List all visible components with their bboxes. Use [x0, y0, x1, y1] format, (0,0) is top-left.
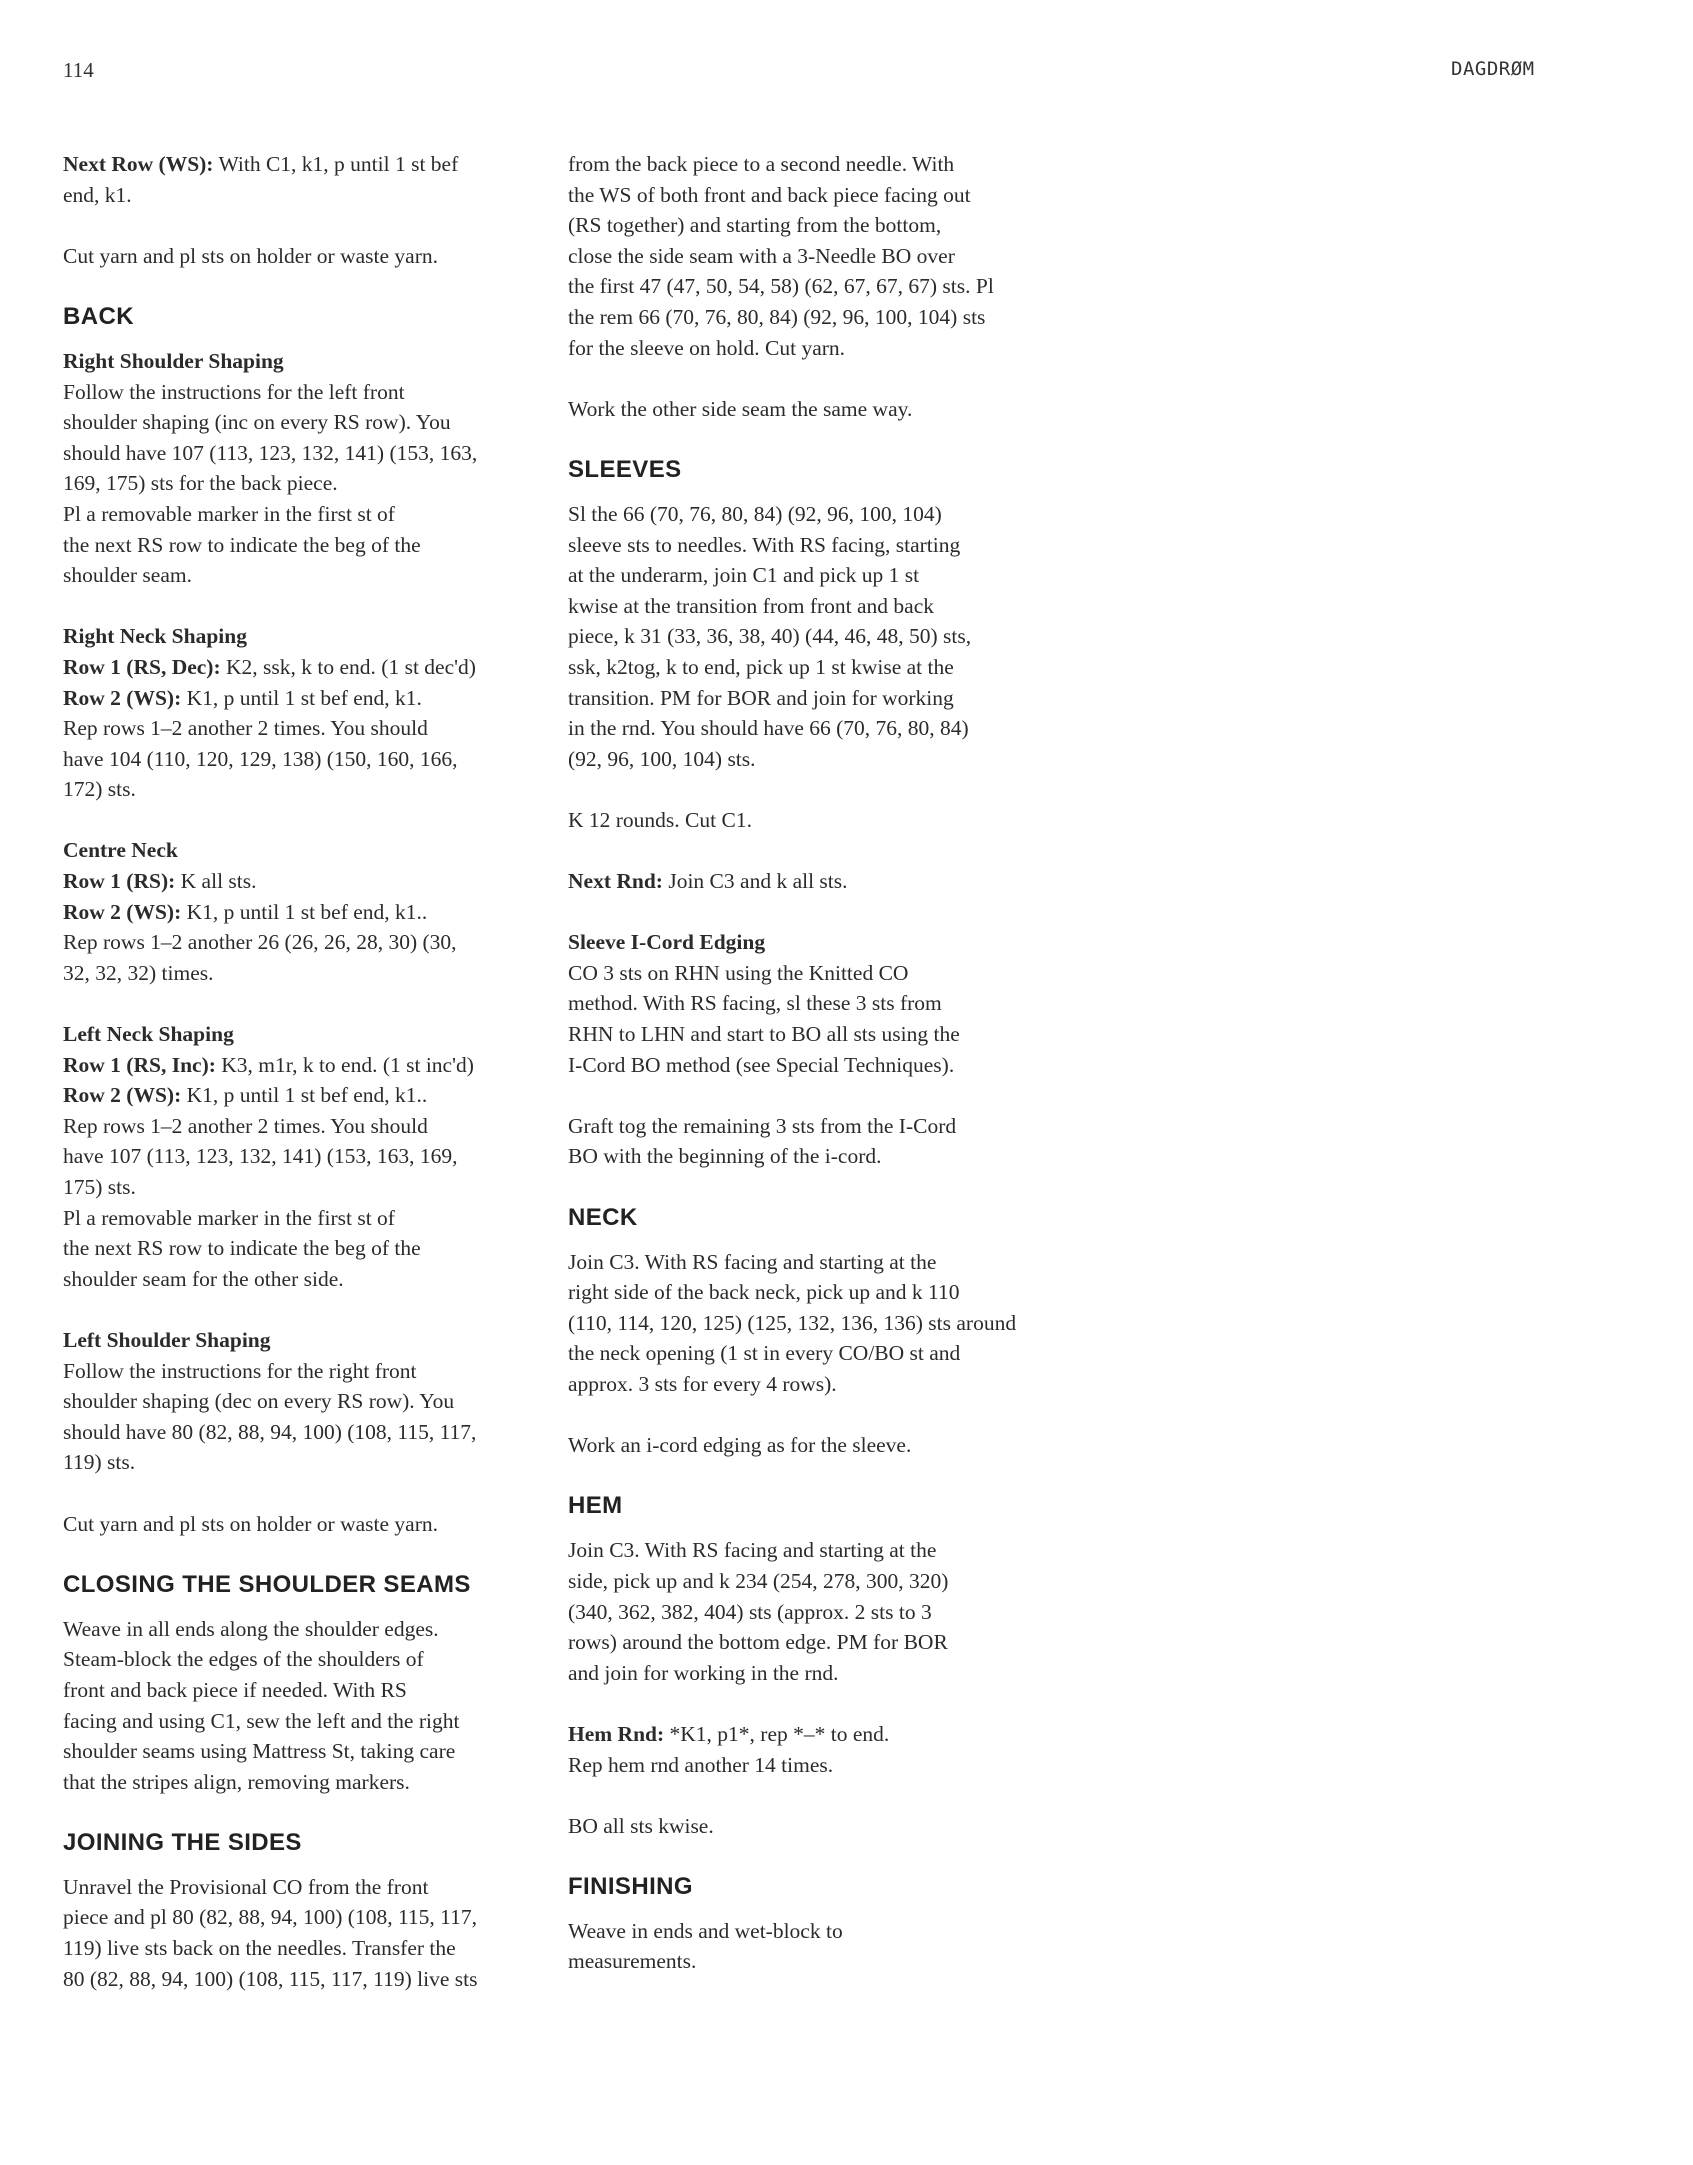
paragraph-line: 119) sts. [63, 1450, 136, 1475]
paragraph-line: Graft tog the remaining 3 sts from the I-Cord [568, 1113, 957, 1138]
paragraph-line: transition. PM for BOR and join for working [568, 685, 954, 710]
finishing-heading: FINISHING [568, 1872, 693, 1900]
next-rnd-label: Next Rnd: [568, 869, 663, 894]
paragraph-line: Rep rows 1–2 another 26 (26, 26, 28, 30) (30, [63, 930, 457, 955]
right-neck-section [63, 621, 533, 805]
paragraph-line: have 107 (113, 123, 132, 141) (153, 163, 169, [63, 1144, 458, 1169]
paragraph-line: from the back piece to a second needle. With [568, 152, 955, 176]
paragraph-line: kwise at the transition from front and back [568, 593, 934, 618]
paragraph-line: shoulder shaping (dec on every RS row). You [63, 1389, 455, 1414]
next-row-label: Next Row (WS): [63, 152, 214, 176]
paragraph-line: the neck opening (1 st in every CO/BO st and [568, 1341, 961, 1366]
joining-sides-continued [568, 149, 1048, 363]
paragraph-line: 175) sts. [63, 1175, 136, 1199]
closing-seams-heading: CLOSING THE SHOULDER SEAMS [63, 1570, 471, 1598]
cut-yarn-paragraph [63, 241, 533, 272]
paragraph-line: approx. 3 sts for every 4 rows). [568, 1371, 837, 1396]
paragraph-line: close the side seam with a 3-Needle BO over [568, 243, 955, 268]
paragraph-line: right side of the back neck, pick up and k 110 [568, 1280, 960, 1305]
paragraph-line: Sl the 66 (70, 76, 80, 84) (92, 96, 100, 104) [568, 501, 942, 526]
paragraph-line: Rep hem rnd another 14 times. [568, 1752, 834, 1777]
paragraph-line: rows) around the bottom edge. PM for BOR [568, 1630, 948, 1655]
paragraph-line: (340, 362, 382, 404) sts (approx. 2 sts to 3 [568, 1599, 932, 1624]
paragraph-line: CO 3 sts on RHN using the Knitted CO [568, 960, 909, 985]
paragraph-line: BO with the beginning of the i-cord. [568, 1144, 882, 1169]
sleeve-icord-section [568, 927, 1048, 1080]
paragraph-line: (92, 96, 100, 104) sts. [568, 746, 756, 771]
hem-heading: HEM [568, 1492, 623, 1520]
row-text: K3, m1r, k to end. (1 st inc'd) [215, 1052, 474, 1077]
paragraph-line: at the underarm, join C1 and pick up 1 st [568, 563, 920, 588]
next-row-text-2: end, k1. [63, 182, 132, 207]
left-neck-section [63, 1019, 533, 1294]
paragraph-line: 80 (82, 88, 94, 100) (108, 115, 117, 119) live sts [63, 1966, 478, 1991]
left-neck-title: Left Neck Shaping [63, 1022, 234, 1047]
running-title: DAGDRØM [1451, 58, 1535, 80]
next-row-paragraph [63, 149, 533, 210]
paragraph-line: for the sleeve on hold. Cut yarn. [568, 335, 846, 360]
paragraph-line: Work the other side seam the same way. [568, 396, 913, 421]
paragraph-line: piece, k 31 (33, 36, 38, 40) (44, 46, 48, 50) sts, [568, 624, 972, 649]
row-label: Row 1 (RS, Inc): [63, 1052, 216, 1077]
paragraph-line: facing and using C1, sew the left and the right [63, 1708, 460, 1733]
paragraph-line: Weave in all ends along the shoulder edges. [63, 1616, 439, 1641]
next-rnd-text: Join C3 and k all sts. [662, 869, 848, 894]
paragraph-line: BO all sts kwise. [568, 1813, 714, 1838]
cut-yarn-text: Cut yarn and pl sts on holder or waste yarn. [63, 1511, 438, 1536]
row-text: K2, ssk, k to end. (1 st dec'd) [220, 654, 476, 679]
paragraph-line: (110, 114, 120, 125) (125, 132, 136, 136) sts around [568, 1310, 1017, 1335]
neck-icord-paragraph [568, 1430, 1048, 1461]
paragraph-line: side, pick up and k 234 (254, 278, 300, 320) [568, 1568, 949, 1593]
paragraph-line: the next RS row to indicate the beg of the [63, 1236, 421, 1261]
paragraph-line: the rem 66 (70, 76, 80, 84) (92, 96, 100, 104) sts [568, 304, 986, 329]
paragraph-line: 172) sts. [63, 777, 136, 802]
joining-sides-heading: JOINING THE SIDES [63, 1828, 302, 1856]
paragraph-line: measurements. [568, 1949, 697, 1974]
paragraph-line: Pl a removable marker in the first st of [63, 501, 395, 526]
sleeve-icord-title: Sleeve I-Cord Edging [568, 930, 766, 955]
neck-paragraph [568, 1247, 1048, 1400]
row-label: Row 2 (WS): [63, 899, 182, 924]
back-heading: BACK [63, 302, 134, 330]
left-shoulder-title: Left Shoulder Shaping [63, 1327, 271, 1352]
paragraph-line: Unravel the Provisional CO from the front [63, 1874, 429, 1899]
hem-rnd-text: *K1, p1*, rep *–* to end. [664, 1721, 890, 1746]
paragraph-line: have 104 (110, 120, 129, 138) (150, 160, 166, [63, 746, 458, 771]
right-neck-title: Right Neck Shaping [63, 624, 247, 649]
hem-rnd-label: Hem Rnd: [568, 1721, 665, 1746]
neck-heading: NECK [568, 1203, 638, 1231]
paragraph-line: in the rnd. You should have 66 (70, 76, 80, 84) [568, 716, 969, 741]
paragraph-line: Rep rows 1–2 another 2 times. You should [63, 1113, 428, 1138]
paragraph-line: Weave in ends and wet-block to [568, 1918, 843, 1943]
graft-paragraph [568, 1111, 1048, 1172]
paragraph-line: 119) live sts back on the needles. Transfer the [63, 1936, 456, 1961]
paragraph-line: I-Cord BO method (see Special Techniques). [568, 1052, 955, 1077]
page-number: 114 [63, 58, 94, 82]
row-label: Row 1 (RS, Dec): [63, 654, 221, 679]
paragraph-line: (RS together) and starting from the bottom, [568, 213, 942, 238]
paragraph-line: Steam-block the edges of the shoulders of [63, 1647, 424, 1672]
cut-yarn-paragraph-2 [63, 1509, 533, 1540]
hem-paragraph [568, 1535, 1048, 1688]
paragraph-line: front and back piece if needed. With RS [63, 1677, 407, 1702]
right-shoulder-title: Right Shoulder Shaping [63, 348, 284, 373]
next-row-text: With C1, k1, p until 1 st bef [213, 152, 459, 176]
paragraph-line: K 12 rounds. Cut C1. [568, 807, 752, 832]
paragraph-line: piece and pl 80 (82, 88, 94, 100) (108, 115, 117, [63, 1905, 478, 1930]
paragraph-line: that the stripes align, removing markers. [63, 1769, 410, 1794]
paragraph-line: Rep rows 1–2 another 2 times. You should [63, 716, 428, 741]
centre-neck-section [63, 835, 533, 988]
paragraph-line: RHN to LHN and start to BO all sts using the [568, 1022, 960, 1047]
paragraph-line: Work an i-cord edging as for the sleeve. [568, 1433, 912, 1458]
paragraph-line: ssk, k2tog, k to end, pick up 1 st kwise at the [568, 654, 954, 679]
paragraph-line: should have 107 (113, 123, 132, 141) (153, 163, [63, 440, 478, 465]
paragraph-line: shoulder seam. [63, 563, 192, 588]
paragraph-line: shoulder seams using Mattress St, taking care [63, 1739, 456, 1764]
left-column [63, 149, 533, 1994]
cut-yarn-text: Cut yarn and pl sts on holder or waste yarn. [63, 243, 438, 268]
sleeves-heading: SLEEVES [568, 455, 682, 483]
right-shoulder-section [63, 346, 533, 591]
hem-rnd-paragraph [568, 1719, 1048, 1780]
paragraph-line: shoulder seam for the other side. [63, 1266, 344, 1291]
k12-paragraph [568, 805, 1048, 836]
paragraph-line: method. With RS facing, sl these 3 sts from [568, 991, 942, 1016]
paragraph-line: should have 80 (82, 88, 94, 100) (108, 115, 117, [63, 1419, 477, 1444]
paragraph-line: and join for working in the rnd. [568, 1660, 839, 1685]
row-label: Row 2 (WS): [63, 1083, 182, 1108]
centre-neck-title: Centre Neck [63, 838, 178, 863]
sleeves-paragraph [568, 499, 1048, 774]
paragraph-line: 169, 175) sts for the back piece. [63, 471, 338, 496]
next-rnd-paragraph [568, 866, 1048, 897]
paragraph-line: Follow the instructions for the left front [63, 379, 405, 404]
paragraph-line: 32, 32, 32) times. [63, 960, 214, 985]
closing-seams-paragraph [63, 1614, 533, 1798]
paragraph-line: shoulder shaping (inc on every RS row). You [63, 410, 451, 435]
paragraph-line: Join C3. With RS facing and starting at the [568, 1538, 937, 1563]
paragraph-line: sleeve sts to needles. With RS facing, starting [568, 532, 961, 557]
left-shoulder-section [63, 1325, 533, 1478]
row-text: K all sts. [175, 869, 257, 894]
row-label: Row 1 (RS): [63, 869, 176, 894]
paragraph-line: the next RS row to indicate the beg of the [63, 532, 421, 557]
paragraph-line: Follow the instructions for the right front [63, 1358, 417, 1383]
row-text: K1, p until 1 st bef end, k1. [181, 685, 422, 710]
row-text: K1, p until 1 st bef end, k1.. [181, 899, 428, 924]
right-column [568, 149, 1048, 1977]
paragraph-line: the first 47 (47, 50, 54, 58) (62, 67, 67, 67) sts. Pl [568, 274, 994, 299]
paragraph-line: the WS of both front and back piece facing out [568, 182, 971, 207]
joining-sides-paragraph [63, 1872, 533, 1994]
other-side-paragraph [568, 394, 1048, 425]
paragraph-line: Join C3. With RS facing and starting at the [568, 1249, 937, 1274]
bo-paragraph [568, 1811, 1048, 1842]
paragraph-line: Pl a removable marker in the first st of [63, 1205, 395, 1230]
row-text: K1, p until 1 st bef end, k1.. [181, 1083, 428, 1108]
finishing-paragraph [568, 1916, 1048, 1977]
row-label: Row 2 (WS): [63, 685, 182, 710]
